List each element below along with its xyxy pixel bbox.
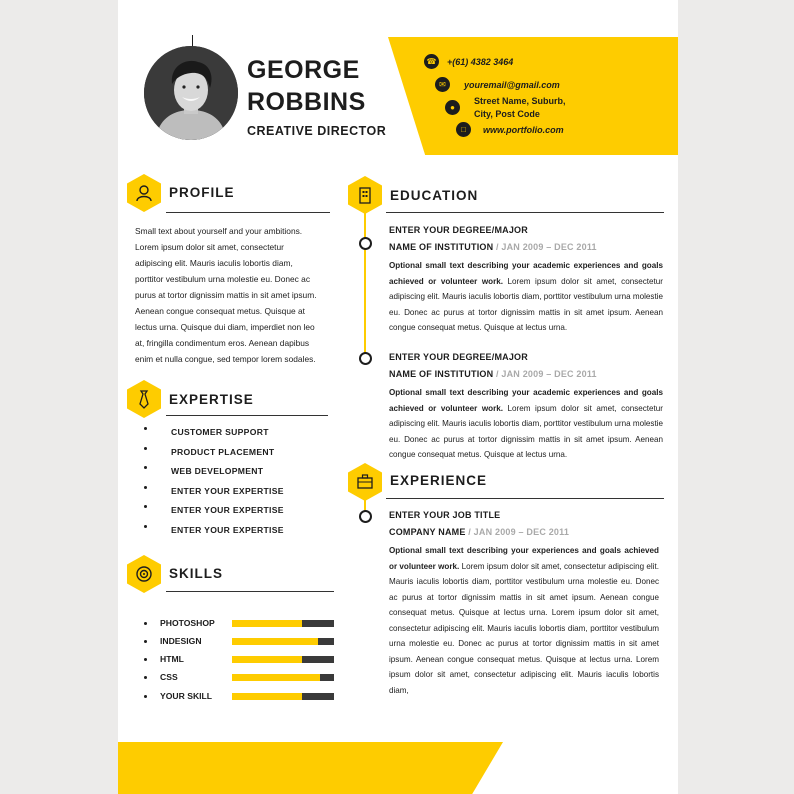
- phone-icon: ☎: [424, 54, 439, 69]
- skill-bar-fill: [232, 620, 302, 627]
- profile-line: enim et nulla congue, sed tempor lorem sodales.: [135, 354, 316, 364]
- timeline-node: [359, 352, 372, 365]
- skills-hex-badge: [127, 555, 161, 593]
- skill-label: PHOTOSHOP: [160, 618, 215, 628]
- skill-label: INDESIGN: [160, 636, 202, 646]
- skill-bar-fill: [232, 638, 318, 645]
- location-pin-icon: ●: [445, 100, 460, 115]
- expertise-divider: [166, 415, 328, 416]
- education-description: [389, 258, 663, 336]
- skill-label: CSS: [160, 672, 178, 682]
- bullet-dot: [144, 622, 147, 625]
- education-timeline: [364, 212, 366, 358]
- experience-divider: [386, 498, 664, 499]
- bullet-dot: [144, 640, 147, 643]
- date-range: / JAN 2009 – DEC 2011: [493, 369, 597, 379]
- degree-title: ENTER YOUR DEGREE/MAJOR: [389, 225, 528, 235]
- profile-line: at, fringilla condimentum eros. Aenean dapibus: [135, 338, 310, 348]
- address-line-2: City, Post Code: [474, 109, 540, 119]
- list-item: WEB DEVELOPMENT: [144, 462, 284, 482]
- profile-divider: [166, 212, 330, 213]
- phone-number[interactable]: +(61) 4382 3464: [447, 57, 514, 67]
- skill-label: HTML: [160, 654, 184, 664]
- briefcase-icon: [355, 472, 375, 492]
- skill-bar: [232, 674, 334, 681]
- website-link[interactable]: www.portfolio.com: [483, 125, 564, 135]
- first-name: GEORGE: [247, 56, 360, 84]
- list-item: ENTER YOUR EXPERTISE: [144, 521, 284, 541]
- institution-name: NAME OF INSTITUTION: [389, 369, 494, 379]
- timeline-node: [359, 237, 372, 250]
- timeline-node: [359, 510, 372, 523]
- skills-divider: [166, 591, 334, 592]
- experience-description: [389, 543, 659, 698]
- degree-title: ENTER YOUR DEGREE/MAJOR: [389, 352, 528, 362]
- skill-bar: [232, 693, 334, 700]
- expertise-title: EXPERTISE: [169, 392, 254, 407]
- skill-bar: [232, 638, 334, 645]
- job-role: CREATIVE DIRECTOR: [247, 124, 387, 138]
- profile-hex-badge: [127, 174, 161, 212]
- date-range: / JAN 2009 – DEC 2011: [493, 242, 597, 252]
- company-name: COMPANY NAME: [389, 527, 466, 537]
- education-lead: Optional small text describing your academic experiences and goals achieved or volunteer work.: [389, 388, 663, 413]
- email-address[interactable]: youremail@gmail.com: [464, 80, 560, 90]
- experience-hex-badge: [348, 463, 382, 501]
- experience-title: EXPERIENCE: [390, 473, 488, 488]
- profile-line: lectus urna. Quisque dui diam, imperdiet non leo: [135, 322, 315, 332]
- footer-band: [118, 742, 503, 794]
- avatar: [144, 46, 238, 140]
- list-item: PRODUCT PLACEMENT: [144, 443, 284, 463]
- user-icon: [134, 183, 154, 203]
- experience-body: Lorem ipsum dolor sit amet, consectetur adipiscing elit. Mauris iaculis lobortis diam, porttitor vestibulum urna molestie eu. Donec ac purus at tortor dignissim mattis in sit amet ipsum. Aenean congue consequat metus. Quisque at lectus urna. Lorem ipsum dolor sit amet, consectetur adipiscing elit. Mauris iaculis lobortis diam, porttitor vestibulum urna molestie eu. Donec ac purus at tortor dignissim mattis in sit amet ipsum. Aenean congue consequat metus. Quisque at lectus urna. Lorem ipsum dolor sit amet, consectetur adipiscing elit. Mauris iaculis lobortis diam,: [389, 561, 660, 695]
- profile-line: Aenean congue consequat metus. Quisque at: [135, 306, 305, 316]
- education-description: [389, 385, 663, 463]
- mail-icon: ✉: [435, 77, 450, 92]
- skill-bar: [232, 620, 334, 627]
- profile-title: PROFILE: [169, 185, 235, 200]
- date-range: / JAN 2009 – DEC 2011: [465, 527, 570, 537]
- education-body: Lorem ipsum dolor sit amet, consectetur adipiscing elit. Mauris iaculis lobortis diam, porttitor vestibulum urna molestie eu. Donec ac purus at tortor dignissim mattis in sit amet ipsum. Aenean congue consequat metus. Quisque at lectus urna.: [389, 403, 663, 459]
- tie-icon: [134, 389, 154, 409]
- education-hex-badge: [348, 176, 382, 214]
- company-line: [389, 527, 569, 537]
- skills-title: SKILLS: [169, 566, 224, 581]
- education-body: Lorem ipsum dolor sit amet, consectetur adipiscing elit. Mauris iaculis lobortis diam, porttitor vestibulum urna molestie eu. Donec ac purus at tortor dignissim mattis in sit amet ipsum. Aenean congue consequat metus. Quisque at lectus urna.: [389, 276, 663, 332]
- skill-bar-fill: [232, 693, 302, 700]
- profile-line: Lorem ipsum dolor sit amet, consectetur: [135, 242, 284, 252]
- bullet-dot: [144, 658, 147, 661]
- education-title: EDUCATION: [390, 188, 479, 203]
- list-item: ENTER YOUR EXPERTISE: [144, 482, 284, 502]
- address-line-1: Street Name, Suburb,: [474, 96, 566, 106]
- last-name: ROBBINS: [247, 88, 366, 116]
- bullet-dot: [144, 676, 147, 679]
- skill-label: YOUR SKILL: [160, 691, 213, 701]
- expertise-hex-badge: [127, 380, 161, 418]
- education-divider: [386, 212, 664, 213]
- institution-name: NAME OF INSTITUTION: [389, 242, 494, 252]
- institution-line: [389, 242, 597, 252]
- education-lead: Optional small text describing your academic experiences and goals achieved or volunteer work.: [389, 261, 663, 286]
- building-icon: [355, 185, 375, 205]
- target-icon: [134, 564, 154, 584]
- experience-lead: Optional small text describing your experiences and goals achieved or volunteer work.: [389, 546, 659, 571]
- profile-line: adipiscing elit. Mauris iaculis lobortis diam,: [135, 258, 293, 268]
- profile-line: purus at tortor dignissim mattis in sit amet ipsum.: [135, 290, 317, 300]
- skill-bar: [232, 656, 334, 663]
- skill-bar-fill: [232, 674, 320, 681]
- list-item: ENTER YOUR EXPERTISE: [144, 501, 284, 521]
- list-item: CUSTOMER SUPPORT: [144, 423, 284, 443]
- skill-bar-fill: [232, 656, 302, 663]
- resume-page: [118, 0, 678, 794]
- profile-line: porttitor vestibulum urna molestie eu. Donec ac: [135, 274, 311, 284]
- profile-line: Small text about yourself and your ambitions.: [135, 226, 303, 236]
- institution-line: [389, 369, 597, 379]
- expertise-list: [144, 423, 284, 541]
- profile-text: [135, 223, 335, 367]
- bullet-dot: [144, 695, 147, 698]
- document-icon: □: [456, 122, 471, 137]
- job-title: ENTER YOUR JOB TITLE: [389, 510, 501, 520]
